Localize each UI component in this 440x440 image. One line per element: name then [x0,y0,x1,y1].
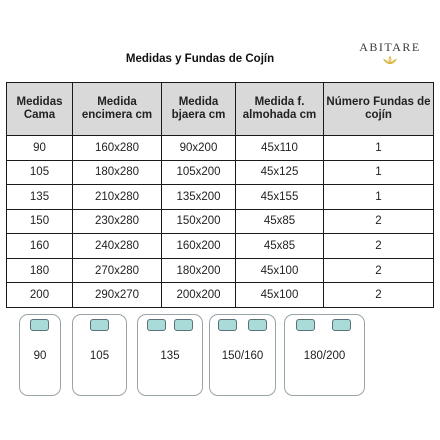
table-cell: 270x280 [73,258,162,283]
table-cell: 180x200 [162,258,236,283]
page-title: Medidas y Fundas de Cojín [125,53,275,65]
table-cell: 1 [324,160,434,185]
table-cell: 1 [324,185,434,210]
pillow-icon [147,319,166,331]
table-cell: 290x270 [73,283,162,308]
pillow-icon [218,319,237,331]
sizes-table [6,82,434,308]
pillow-icon [90,319,109,331]
bed-diagram-90 [19,314,61,396]
table-cell: 2 [324,234,434,259]
table-cell: 135 [7,185,73,210]
header-cell: Medida bjaera cm [162,83,236,136]
bed-label: 180/200 [303,350,346,362]
table-cell: 150 [7,209,73,234]
table-cell: 90 [7,136,73,161]
table-cell: 45x125 [236,160,324,185]
table-cell: 105 [7,160,73,185]
table-cell: 45x100 [236,283,324,308]
table-cell: 180x280 [73,160,162,185]
pillow-icon [296,319,315,331]
table-cell: 240x280 [73,234,162,259]
table-row [7,209,434,234]
table-cell: 90x200 [162,136,236,161]
pillow-icon [174,319,193,331]
header-cell: Número Fundas de cojín [324,83,434,136]
brand-logo [350,40,430,65]
table-cell: 45x110 [236,136,324,161]
bed-label: 150/160 [221,350,264,362]
pillow-icon [332,319,351,331]
table-cell: 135x200 [162,185,236,210]
table-cell: 160x200 [162,234,236,259]
table-cell: 200x200 [162,283,236,308]
table-cell: 2 [324,258,434,283]
brand-name: ABITARE [359,40,421,54]
header-cell: Medida encimera cm [73,83,162,136]
table-cell: 180 [7,258,73,283]
bed-diagram-135 [137,314,203,396]
bed-label: 105 [89,350,110,362]
table-cell: 2 [324,283,434,308]
table-cell: 160x280 [73,136,162,161]
header-cell: Medida f. almohada cm [236,83,324,136]
pillow-icon [30,319,49,331]
table-cell: 1 [324,136,434,161]
bed-diagram-150-160 [209,314,276,396]
table-row [7,160,434,185]
bed-label: 135 [160,350,180,362]
bed-diagram-180-200 [284,314,365,396]
header-cell: Medidas Cama [7,83,73,136]
table-row [7,234,434,259]
table-cell: 105x200 [162,160,236,185]
table-cell: 200 [7,283,73,308]
table-cell: 45x85 [236,234,324,259]
bed-diagram-105 [72,314,127,396]
table-cell: 230x280 [73,209,162,234]
table-row [7,136,434,161]
table-cell: 210x280 [73,185,162,210]
table-cell: 45x85 [236,209,324,234]
table-row [7,185,434,210]
table-cell: 160 [7,234,73,259]
table-cell: 45x100 [236,258,324,283]
table-header-row [7,83,434,136]
bed-label: 90 [33,350,47,362]
table-cell: 2 [324,209,434,234]
pillow-icon [248,319,267,331]
lotus-icon [383,56,397,65]
table-cell: 150x200 [162,209,236,234]
table-row [7,258,434,283]
table-cell: 45x155 [236,185,324,210]
table-row [7,283,434,308]
